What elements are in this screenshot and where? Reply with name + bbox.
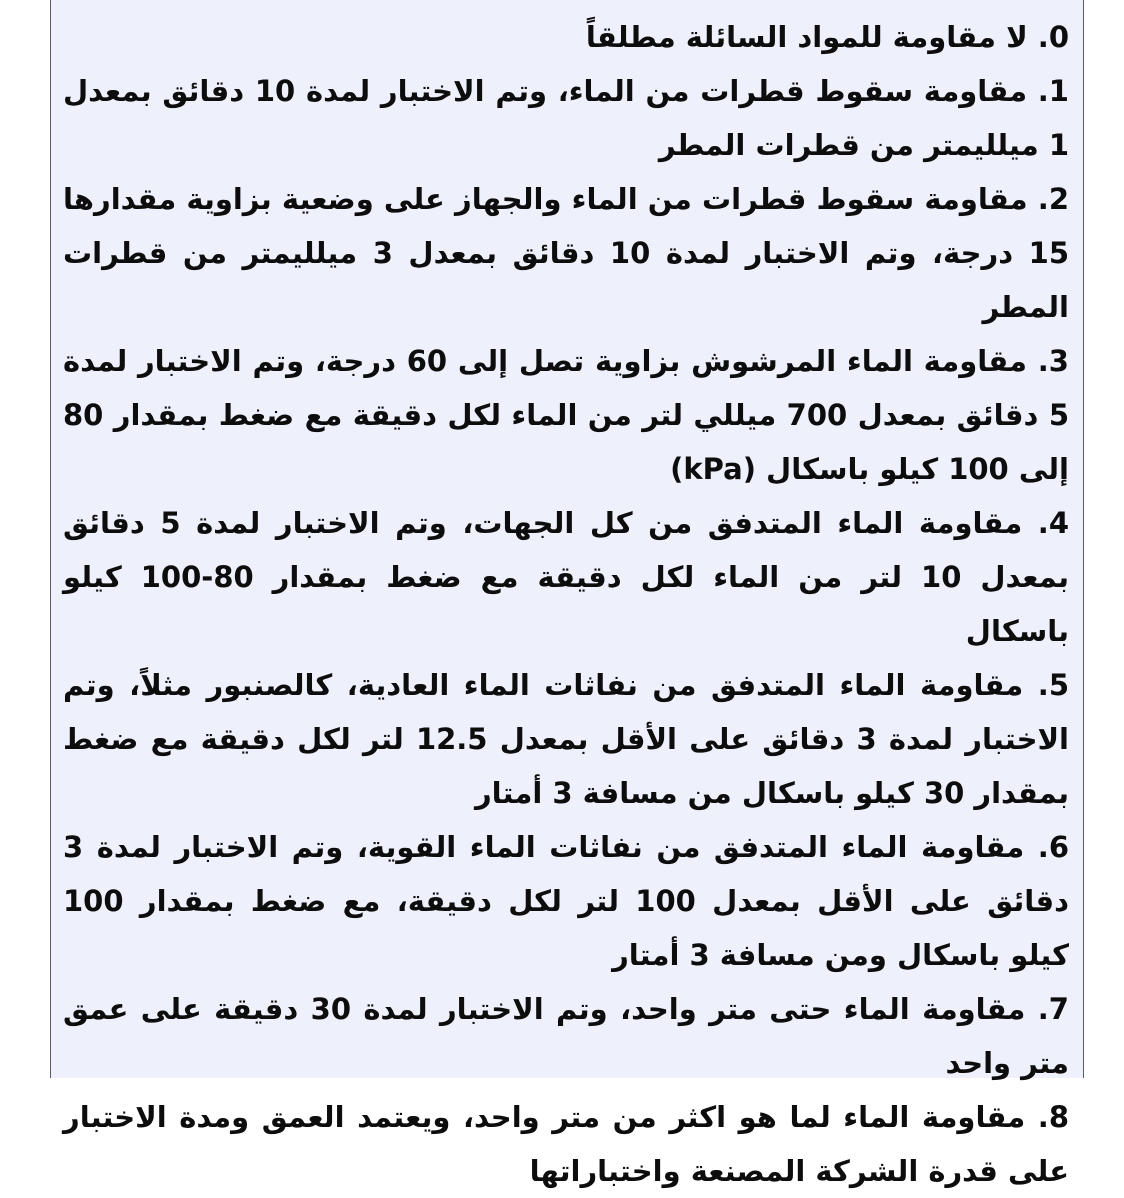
list-item — [63, 820, 1069, 982]
item-text: مقاومة الماء لما هو اكثر من متر واحد، ويعتمد العمق ومدة الاختبار على قدرة الشركة المصنعة واختباراتها — [63, 1100, 1069, 1188]
item-number: 6. — [1037, 830, 1069, 864]
item-text: مقاومة الماء المتدفق من نفاثات الماء القوية، وتم الاختبار لمدة 3 دقائق على الأقل بمعدل 100 لتر لكل دقيقة، مع ضغط بمقدار 100 كيلو باسكال ومن مسافة 3 أمتار — [63, 830, 1069, 972]
item-number: 3. — [1037, 344, 1069, 378]
item-text: مقاومة الماء المرشوش بزاوية تصل إلى 60 درجة، وتم الاختبار لمدة 5 دقائق بمعدل 700 ميللي لتر من الماء لكل دقيقة مع ضغط بمقدار 80 إلى 100 كيلو باسكال (kPa) — [63, 344, 1069, 486]
list-item — [63, 496, 1069, 658]
water-resistance-levels-list — [51, 0, 1083, 1198]
item-text: مقاومة الماء المتدفق من نفاثات الماء العادية، كالصنبور مثلاً، وتم الاختبار لمدة 3 دقائق على الأقل بمعدل 12.5 لتر لكل دقيقة مع ضغط بمقدار 30 كيلو باسكال من مسافة 3 أمتار — [63, 668, 1069, 810]
item-text: لا مقاومة للمواد السائلة مطلقاً — [585, 20, 1028, 54]
list-item — [63, 10, 1069, 64]
list-item — [63, 1090, 1069, 1198]
item-number: 2. — [1037, 182, 1069, 216]
item-text: مقاومة سقوط قطرات من الماء، وتم الاختبار لمدة 10 دقائق بمعدل 1 ميلليمتر من قطرات المطر — [63, 74, 1069, 162]
item-text: مقاومة سقوط قطرات من الماء والجهاز على وضعية بزاوية مقدارها 15 درجة، وتم الاختبار لمدة 10 دقائق بمعدل 3 ميلليمتر من قطرات المطر — [63, 182, 1070, 324]
item-number: 8. — [1037, 1100, 1069, 1134]
list-item — [63, 64, 1069, 172]
list-item — [63, 658, 1069, 820]
item-number: 0. — [1037, 20, 1069, 54]
item-number: 4. — [1037, 506, 1069, 540]
item-number: 7. — [1037, 992, 1069, 1026]
item-number: 1. — [1037, 74, 1069, 108]
list-item — [63, 334, 1069, 496]
list-item — [63, 172, 1069, 334]
list-item — [63, 982, 1069, 1090]
document-panel — [50, 0, 1084, 1188]
item-number: 5. — [1037, 668, 1069, 702]
item-text: مقاومة الماء حتى متر واحد، وتم الاختبار لمدة 30 دقيقة على عمق متر واحد — [63, 992, 1069, 1080]
item-text: مقاومة الماء المتدفق من كل الجهات، وتم الاختبار لمدة 5 دقائق بمعدل 10 لتر من الماء لكل دقيقة مع ضغط بمقدار 80-100 كيلو باسكال — [63, 506, 1069, 648]
